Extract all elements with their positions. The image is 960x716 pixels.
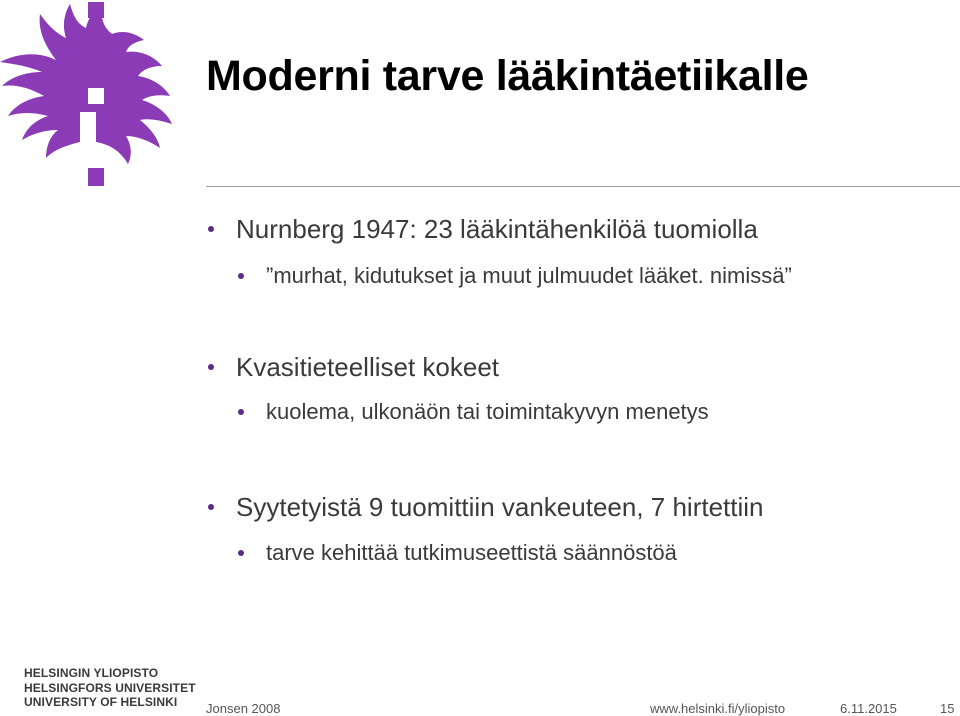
- bullet-dot-icon: [208, 504, 214, 510]
- footer-source: Jonsen 2008: [206, 701, 281, 716]
- bullet-dot-icon: [208, 364, 214, 370]
- sub-bullet-text: tarve kehittää tutkimuseettistä säännöstöä: [266, 540, 677, 565]
- bullet-item: [236, 352, 499, 383]
- bullet-text: Syytetyistä 9 tuomittiin vankeuteen, 7 hirtettiin: [236, 492, 764, 522]
- bullet-dot-icon: [208, 226, 214, 232]
- footer-url[interactable]: www.helsinki.fi/yliopisto: [650, 701, 786, 716]
- bullet-dot-icon: [238, 550, 244, 556]
- bullet-text: Kvasitieteelliset kokeet: [236, 352, 500, 382]
- footer-date: 6.11.2015: [840, 701, 897, 716]
- page-number: 15: [940, 701, 955, 716]
- sub-bullet-text: kuolema, ulkonäön tai toimintakyvyn menetys: [266, 399, 709, 424]
- university-name-sv: HELSINGFORS UNIVERSITET: [24, 680, 196, 695]
- university-name-fi: HELSINGIN YLIOPISTO: [24, 666, 159, 680]
- bullet-dot-icon: [238, 409, 244, 415]
- university-name-en: UNIVERSITY OF HELSINKI: [24, 695, 178, 709]
- sub-bullet-item: [266, 399, 709, 425]
- bullet-item: [236, 492, 764, 523]
- bullet-text: Nurnberg 1947: 23 lääkintähenkilöä tuomiolla: [236, 214, 758, 244]
- sub-bullet-item: [266, 540, 677, 566]
- slide-title: Moderni tarve lääkintäetiikalle: [206, 52, 809, 100]
- bullet-item: [236, 214, 758, 245]
- bullet-dot-icon: [238, 273, 244, 279]
- university-wordmark: [24, 666, 196, 710]
- sub-bullet-item: [266, 263, 792, 289]
- sub-bullet-text: ”murhat, kidutukset ja muut julmuudet lääket. nimissä”: [266, 263, 792, 288]
